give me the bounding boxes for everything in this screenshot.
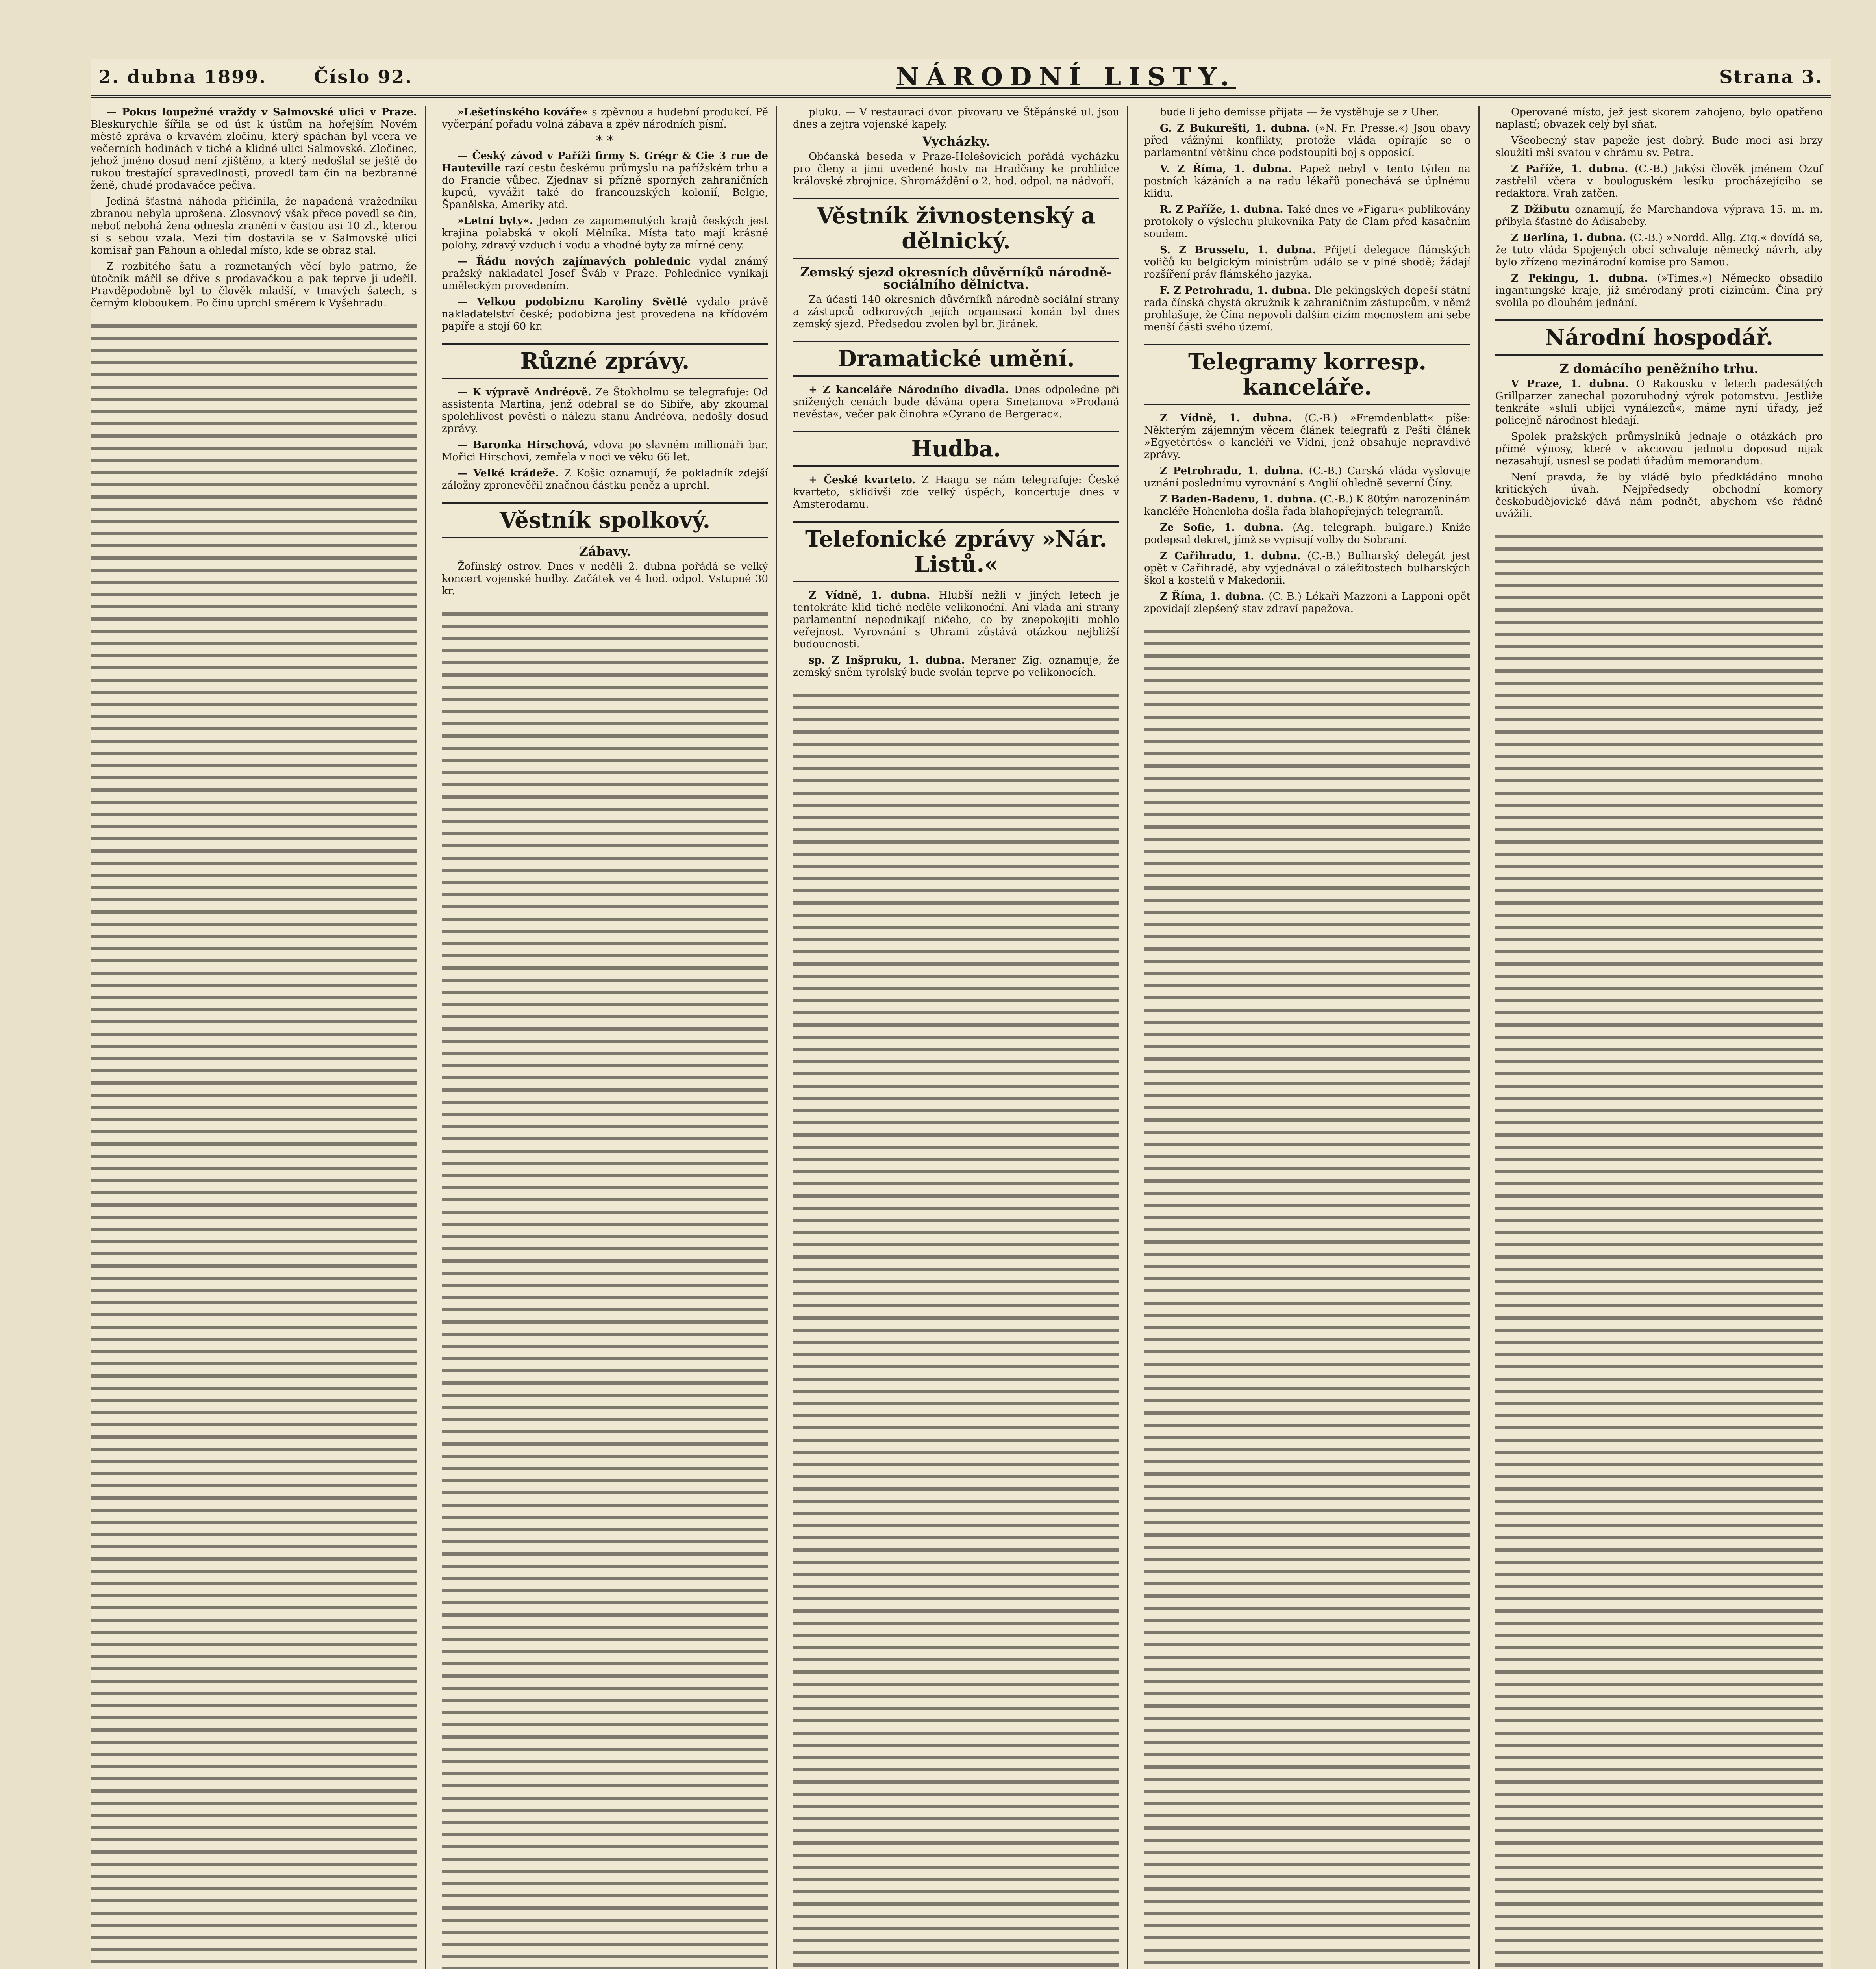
article-text: (C.-B.) Bulharský delegát jest opět v Cařihradě, aby vyjednával o záležitostech bulharských škol a kostelů v Makedonii. (1144, 550, 1471, 586)
article-text: (C.-B.) Carská vláda vyslovuje uznání poslednímu vyrovnání s Anglií ohledně severní Číny. (1144, 465, 1470, 489)
body-text-texture (91, 317, 417, 1969)
article-paragraph (1144, 244, 1470, 281)
article-paragraph (793, 384, 1119, 421)
article-paragraph (442, 215, 768, 252)
article-lead: — Pokus loupežné vraždy v Salmovské ulici v Praze. (106, 106, 417, 118)
section-heading: Hudba. (793, 431, 1119, 467)
body-text-texture (1144, 623, 1470, 1969)
article-paragraph (442, 561, 768, 597)
section-heading: Dramatické umění. (793, 341, 1119, 377)
article-text: Ze Štokholmu se telegrafuje: Od assistenta Martina, jenž odebral se do Sibiře, aby zkoumal spolehlivost pověsti o nálezu stanu Andréova, nedošly dosud zprávy. (442, 386, 769, 435)
article-paragraph (1144, 285, 1470, 334)
article-paragraph (91, 106, 417, 192)
article-paragraph (442, 467, 768, 492)
article-paragraph (442, 439, 768, 464)
subheading: Zemský sjezd okresních důvěrníků národně-sociálního dělnictva. (800, 265, 1112, 292)
article-paragraph (1144, 412, 1470, 461)
column-3 (793, 106, 1128, 1969)
section-heading: Telegramy korresp. kanceláře. (1144, 344, 1470, 405)
article-text: Z Haagu se nám telegrafuje: České kvarteto, sklidivši zde velký úspěch, koncertuje dnes v Amsterodamu. (793, 474, 1120, 510)
section-heading: Národní hospodář. (1495, 319, 1823, 356)
article-text: (C.-B.) »Fremdenblatt« píše: Některým zájemným věcem článek telegrafů z Pešti článek »Egyetértés« o kancléři ve Vídni, jenž obsahuje nepravdivé zprávy. (1144, 412, 1470, 461)
article-paragraph (1144, 522, 1470, 546)
article-text: pluku. — V restauraci dvor. pivovaru ve Štěpánské ul. jsou dnes a zejtra vojenské kapely. (793, 106, 1119, 130)
article-lead: Z Berlína, 1. dubna. (1511, 232, 1626, 244)
article-text: Přijetí delegace flámských voličů ku belgickým ministrům událo se v plné shodě; žádají rozšíření práv flámského jazyka. (1144, 244, 1471, 280)
article-text: razí cestu českému průmyslu na pařížském trhu a do Francie vůbec. Zjednav si přízně sporných zahraničních kupců, vyvážit také do francouzských kolonií, Belgie, Španělska, Ameriky atd. (442, 162, 769, 211)
article-text: s zpěvnou a hudební produkcí. Pě vyčerpání pořadu volná zábava a zpěv národních písní. (442, 106, 768, 130)
article-lead: — Velké krádeže. (457, 467, 559, 479)
article-lead: Z Říma, 1. dubna. (1160, 591, 1265, 603)
article-text: Bleskurychle šířila se od úst k ústům na hořejším Novém městě zpráva o krvavém zločinu, který spáchán byl včera ve večerních hodinách v tiché a klidné ulici Salmovské. Zločinec, jehož jméno dosud není zjištěno, a který nedošlal se ještě do rukou trestající spravedlnosti, provedl tam čin na bezbranné ženě, chudé prodavačce pečiva. (91, 119, 417, 191)
article-paragraph (1495, 273, 1823, 309)
article-text: Operované místo, jež jest skorem zahojeno, bylo opatřeno naplastí; obvazek celý byl sňat. (1495, 106, 1823, 130)
article-paragraph (1495, 232, 1823, 269)
article-lead: R. Z Paříže, 1. dubna. (1160, 204, 1283, 215)
article-text: Meraner Zig. oznamuje, že zemský sněm tyrolský bude svolán teprve po velikonocích. (793, 654, 1119, 679)
article-paragraph (1144, 550, 1470, 587)
article-paragraph (1144, 493, 1470, 518)
article-paragraph (442, 386, 768, 435)
newspaper-page (91, 59, 1831, 1969)
article-lead: Z Paříže, 1. dubna. (1511, 163, 1628, 175)
article-paragraph (1495, 163, 1823, 200)
article-lead: — Řádu nových zajímavých pohlednic (457, 256, 691, 267)
article-text: vydal známý pražský nakladatel Josef Šváb v Praze. Pohlednice vynikají uměleckým provedením. (442, 256, 768, 292)
article-lead: sp. Z Inšpruku, 1. dubna. (809, 654, 965, 666)
article-lead: — Baronka Hirschová, (457, 439, 588, 451)
body-text-texture (1495, 528, 1823, 1969)
article-text: (Ag. telegraph. bulgare.) Kníže podepsal dekret, jímž se vypisují volby do Sobraní. (1144, 522, 1471, 546)
article-paragraph (1144, 163, 1470, 200)
section-heading: Telefonické zprávy »Nár. Listů.« (793, 521, 1119, 582)
subheading: Z domácího peněžního trhu. (1559, 361, 1759, 376)
article-lead: G. Z Bukurešti, 1. dubna. (1160, 122, 1310, 134)
article-text: Dnes odpoledne při snížených cenách bude dávána opera Smetanova »Prodaná nevěsta«, večer pak činohra »Cyrano de Bergerac«. (793, 384, 1119, 420)
article-text: Jeden ze zapomenutých krajů českých jest krajina polabská v okolí Mělníka. Místa tato mají krásné polohy, zdravý vzduch i vodu a vhodné byty za mírné ceny. (442, 215, 768, 251)
article-lead: — Český závod v Paříži firmy S. Grégr & Cie 3 rue de Hauteville (442, 150, 768, 174)
article-text: Z Košic oznamují, že pokladník zdejší záložny zpronevěřil značnou částku peněz a uprchl. (442, 467, 768, 491)
article-lead: Z Cařihradu, 1. dubna. (1160, 550, 1301, 562)
article-lead: Z Baden-Badenu, 1. dubna. (1160, 493, 1317, 505)
section-heading: Věstník živnostenský a dělnický. (793, 198, 1119, 259)
article-lead: S. Z Brusselu, 1. dubna. (1160, 244, 1316, 256)
article-lead: — Velkou podobiznu Karoliny Světlé (457, 296, 687, 308)
article-paragraph (793, 654, 1119, 679)
article-paragraph (1495, 106, 1823, 131)
article-text: (»N. Fr. Presse.«) Jsou obavy před vážnými konflikty, protože vláda opírajíc se o parlamentní většinu chce podstoupiti boj s opposicí. (1144, 122, 1470, 159)
article-paragraph (442, 256, 768, 292)
article-text: Jediná šťastná náhoda přičinila, že napadená vražedníku zbranou nebyla uprošena. Zlosynový však přece povedl se čin, neboť nebohá žena odnesla zranění v častou asi 10 zl., kterou si s sebou vzala. Mezi tím dostavila se v Salmovské ulici komisař pan Fahoun a ohledal místo, kde se obraz stal. (91, 196, 417, 256)
column-5 (1495, 106, 1831, 1969)
page-number: Strana 3. (1719, 66, 1823, 87)
subheading: Zábavy. (579, 544, 631, 559)
article-text: Z rozbitého šatu a rozmetaných věcí bylo patrno, že útočník mářil se dříve s prodavačkou a pak teprve ji udeřil. Pravděpodobně byl to člověk mladší, v tmavých šatech, s černým kloboukem. Po činu uprchl směrem k Vyšehradu. (91, 261, 417, 309)
article-paragraph (793, 590, 1119, 651)
article-lead: — K výpravě Andréově. (457, 386, 591, 398)
newspaper-title: NÁRODNÍ LISTY. (896, 62, 1236, 92)
article-lead: + České kvarteto. (809, 474, 916, 486)
article-paragraph (1495, 135, 1823, 159)
article-lead: V Praze, 1. dubna. (1511, 378, 1629, 390)
article-paragraph (91, 196, 417, 257)
section-heading: Věstník spolkový. (442, 502, 768, 538)
article-paragraph (442, 296, 768, 333)
article-text: bude li jeho demisse přijata — že vystěhuje se z Uher. (1160, 106, 1439, 118)
article-text: Není pravda, že by vládě bylo předkládáno mnoho kritických úvah. Nejpředsedy obchodní komory českobudějovické dává nám podnět, abychom vše řádně uvážili. (1495, 471, 1823, 520)
article-paragraph (442, 150, 768, 211)
article-paragraph (1144, 465, 1470, 489)
article-paragraph (91, 261, 417, 310)
article-text: Hlubší nežli v jiných letech je tentokráte klid tiché neděle velikonoční. Ani vláda ani strany parlamentní nepodnikají ničeho, co by znepokojiti mohlo veřejnost. Vyrovnání s Uhrami zůstává otázkou nejbližší budoucnosti. (793, 590, 1120, 650)
article-text: vydalo právě nakladatelství české; podobizna jest provedena na křídovém papíře a stojí 60 kr. (442, 296, 769, 332)
article-paragraph (1144, 591, 1470, 615)
column-1 (91, 106, 426, 1969)
section-heading: Různé zprávy. (442, 343, 768, 379)
article-paragraph (1144, 106, 1470, 119)
masthead (91, 59, 1831, 98)
article-text: Žofínský ostrov. Dnes v neděli 2. dubna pořádá se velký koncert vojenské hudby. Začátek ve 4 hod. odpol. Vstupné 30 kr. (442, 561, 768, 597)
article-text: O Rakousku v letech padesátých Grillparzer zanechal pozoruhodný výrok potomstvu. Jestliže tenkráte »sluli ubijci vynálezců«, máme nyní úřady, jež policejně národnost hledají. (1495, 378, 1823, 426)
body-text-texture (793, 687, 1119, 1969)
article-text: (C.-B.) Lékaři Mazzoni a Lapponi opět zpovídají zlepšený stav zdraví papežova. (1144, 591, 1470, 615)
article-text: Všeobecný stav papeže jest dobrý. Bude moci asi brzy sloužiti mši svatou v chrámu sv. Petra. (1495, 135, 1823, 159)
column-4 (1144, 106, 1480, 1969)
issue-date: 2. dubna 1899. (98, 66, 267, 87)
article-text: oznamují, že Marchandova výprava 15. m. m. přibyla šťastně do Adisabeby. (1495, 204, 1823, 228)
article-paragraph (793, 106, 1119, 131)
body-text-texture (442, 605, 768, 1969)
subheading: Vycházky. (922, 134, 990, 149)
column-2 (442, 106, 777, 1969)
article-paragraph (442, 106, 768, 131)
article-paragraph (793, 151, 1119, 187)
article-paragraph (1495, 431, 1823, 467)
article-paragraph (793, 474, 1119, 511)
article-lead: »Letní byty«. (457, 215, 533, 227)
article-text: vdova po slavném millionáři bar. Mořici Hirschovi, zemřela v noci ve věku 66 let. (442, 439, 768, 463)
article-text: (C.-B.) Jakýsi člověk jménem Ozuf zastřelil včera v bouloguském lesíku procházejícího se redaktora. Vrah zatčen. (1495, 163, 1823, 199)
article-paragraph (1495, 471, 1823, 520)
columns (91, 106, 1831, 1969)
article-lead: Z Vídně, 1. dubna. (1160, 412, 1292, 424)
article-lead: F. Z Petrohradu, 1. dubna. (1160, 285, 1311, 297)
article-lead: »Lešetínského kováře« (457, 106, 589, 118)
article-text: (C.-B.) »Nordd. Allg. Ztg.« dovídá se, že tuto vláda Spojených obcí schvaluje německý návrh, aby bylo zřízeno mezinárodní komise pro Samou. (1495, 232, 1823, 268)
article-text: Spolek pražských průmyslníků jednaje o otázkách pro přímé výnosy, které v akciovou jednotu doposud nijak nezasahují, usnesl se podati úřadům memorandum. (1495, 431, 1823, 467)
issue-number: Číslo 92. (314, 66, 413, 87)
article-text: (C.-B.) K 80tým narozeninám kancléře Hohenloha došla řada blahopřejných telegramů. (1144, 493, 1470, 517)
article-paragraph (1495, 204, 1823, 228)
article-text: Dle pekingských depeší státní rada čínská chystá okružník k zahraničním zástupcům, v němž prohlašuje, že Čína nepovolí dalším cizím mocnostem ani sebe menší části svého území. (1144, 285, 1470, 333)
article-lead: Z Petrohradu, 1. dubna. (1160, 465, 1304, 477)
article-text: Papež nebyl v tento týden na postních kázáních a na radu lékařů ponechává se úplnému klidu. (1144, 163, 1471, 199)
article-paragraph (1495, 378, 1823, 427)
separator: * * (596, 133, 614, 148)
article-lead: V. Z Říma, 1. dubna. (1160, 163, 1292, 175)
article-paragraph (793, 294, 1119, 330)
article-paragraph (1144, 204, 1470, 240)
article-lead: + Z kanceláře Národního divadla. (809, 384, 1009, 396)
article-lead: Z Džibutu (1511, 204, 1570, 215)
article-paragraph (1144, 122, 1470, 159)
article-text: Občanská beseda v Praze-Holešovicích pořádá vycházku pro členy a jimi uvedené hosty na Hradčany ke prohlídce královské zbrojnice. Shromáždění o 2. hod. odpol. na nádvoří. (793, 151, 1119, 187)
article-lead: Z Vídně, 1. dubna. (809, 590, 930, 601)
article-text: Za účasti 140 okresních důvěrníků národně-sociální strany a zástupců odborových jejích organisací konán byl dnes zemský sjezd. Předsedou zvolen byl br. Jiránek. (793, 294, 1119, 330)
article-lead: Ze Sofie, 1. dubna. (1160, 522, 1284, 534)
article-lead: Z Pekingu, 1. dubna. (1511, 273, 1648, 284)
article-text: (»Times.«) Německo obsadilo ingantungské kraje, již směrodaný proti cizincům. Čína prý svolila po dlouhém jednání. (1495, 273, 1823, 309)
article-text: Také dnes ve »Figaru« publikovány protokoly o výslechu plukovníka Paty de Clam před kasačním soudem. (1144, 204, 1471, 240)
